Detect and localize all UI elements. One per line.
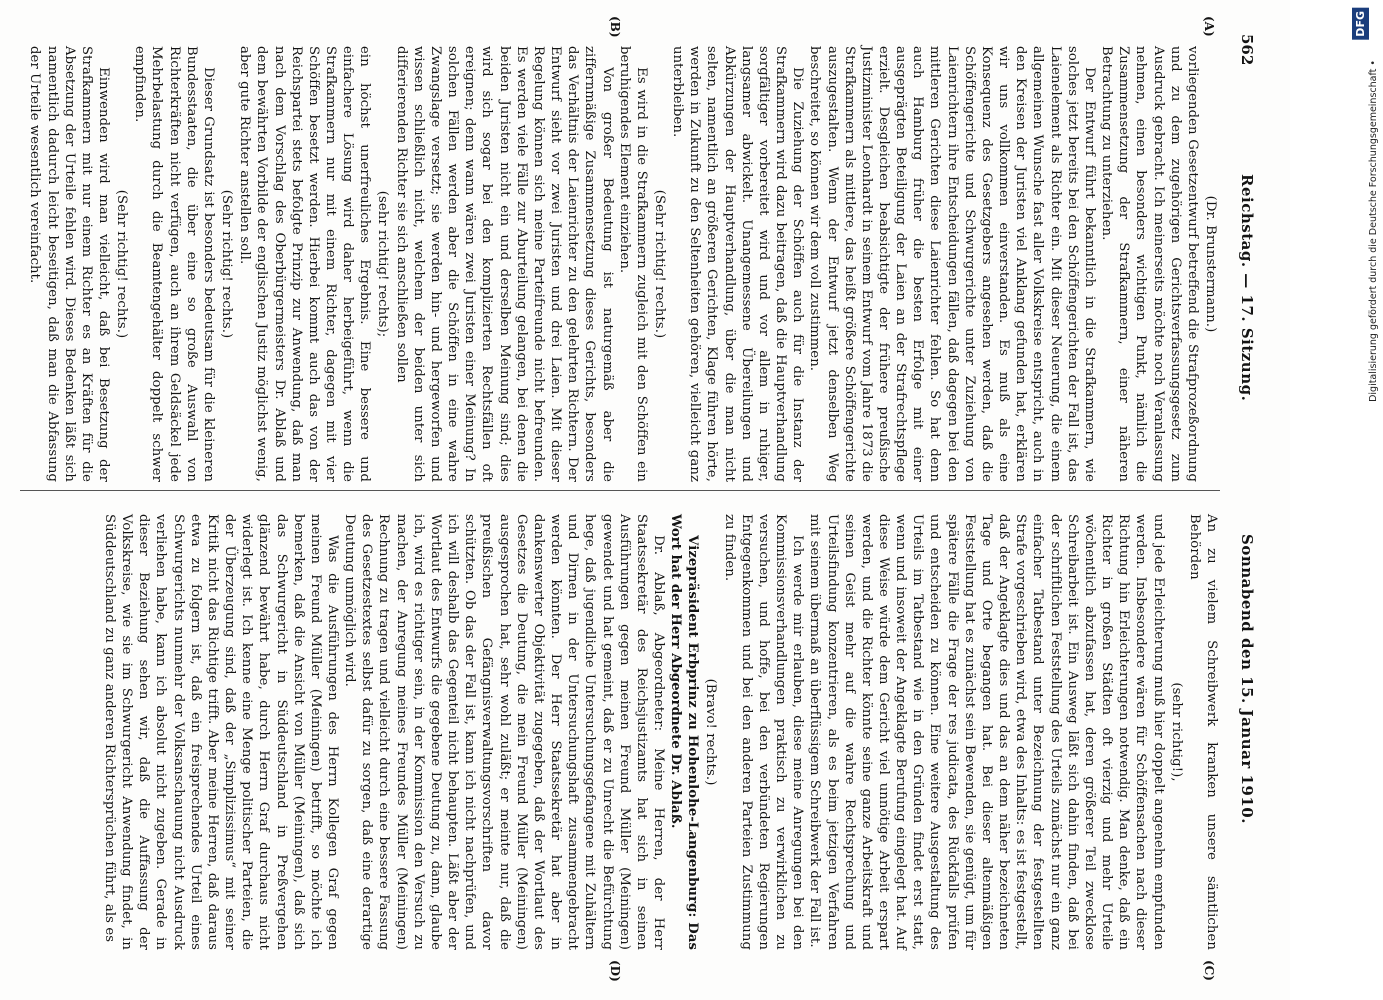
paragraph: An zu vielem Schreibwerk kranken unsere sämtlichen Behörden [1186, 514, 1219, 950]
interjection: (Sehr richtig! rechts.) [114, 189, 130, 339]
paragraph: Einwenden wird man vielleicht, daß bei Besetzung der Strafkammern mit nur einem Richter es an Kräften für die Absetzung der Urteile fehlen wird. Dieses Bedenken läßt sich namentlich dadurch leicht beseitigen, daß man die Abfassung der Urteile wesentlich vereinfacht. [27, 46, 111, 482]
session-date: Sonnabend den 15. Januar 1910. [1238, 534, 1256, 824]
paragraph: und jede Erleichterung muß hier doppelt angenehm empfunden werden. Insbesondere wären für Schöffensachen nach dieser Richtung hin Erleichterungen notwendig. Man denke, daß ein Richter in großen Städten oft vierzig und mehr Urteile wöchentlich abzufassen hat, deren größerer Teil zwecklose Schreibarbeit ist. Ein Ausweg läßt sich dahin finden, daß bei der schriftlichen Feststellung des Urteils zunächst nur ein ganz einfacher Tatbestand unter Bezeichnung der festgestellten Strafe vorgeschrieben wird, etwa des Inhalts: es ist festgestellt, daß der Angeklagte dies und das an dem näher bezeichneten Tage und Orte begangen hat. Bei dieser altenmäßigen Feststellung hat es zunächst sein Bewenden, sie genügt, um für spätere Fälle die Frage der res judicata, des Rückfalls prüfen und entscheiden zu können. Eine weitere Ausgestaltung des Urteils im Tatbestand wie in den Gründen findet erst statt, wenn und insoweit der Angeklagte Berufung eingelegt hat. Auf diese Weise würde dem Gericht viel unnötige Arbeit erspart werden, und die Richter könnte seine ganze Arbeitskraft und seinen Geist mehr auf die wahre Rechtsprechung und Urteilsfindung konzentrieren, als es beim jetzigen Verfahren mit seinem übermaß an überflüssigem Schreibwerk der Fall ist. [807, 514, 1166, 950]
paragraph: vorliegenden Gesetzentwurf betreffend die Strafprozeßordnung und zu dem zugehörigen Gerichtsverfassungsgesetz zum Ausdruck gebracht. Ich meinerseits möchte noch Veranlassung nehmen, einen besonders wichtigen Punkt, nämlich die Zusammensetzung der Strafkammern, einer näheren Betrachtung zu unterziehen. [1099, 46, 1200, 482]
paragraph: Ich werde mir erlauben, diese meine Anregungen bei den Kommissionsverhandlungen praktisch zu verwirklichen zu versuchen, und hoffe, bei den verbündeten Regierungen Entgegenkommen und bei den anderen Parteien Zustimmung zu finden. [721, 514, 806, 950]
margin-marker-c: (C) [1202, 960, 1216, 981]
digitization-sidebar [1290, 0, 1383, 1000]
page-header [1230, 34, 1256, 970]
margin-marker-a: (A) [1202, 16, 1216, 37]
paragraph: ein höchst unerfreuliches Ergebnis. Eine bessere und einfachere Lösung wird daher herbeigeführt, wenn die Strafkammern nur mit einem Richter, dagegen mit vier Schöffen besetzt werden. Hierbei kommt auch das von der Reichspartei stets befolgte Prinzip zur Anwendung, daß man nach dem Vorschlag des Oberbürgermeisters Dr. Ablaß und dem bewährten Vorbilde der englischen Justiz möglichst wenig, aber gute Richter anstellen soll. [237, 46, 373, 482]
paragraph: Der Entwurf führt bekanntlich in die Strafkammern, wie solches jetzt bereits bei den Schöffengerichten der Fall ist, das Laienelement als Richter ein. Mit dieser Neuerung, die einem allgemeinen Wunsche fast aller Volkskreise entspricht, auch in den Kreisen der Juristen viel Anklang gefunden hat, erklären wir uns vollkommen einverstanden. Es muß als eine Konsequenz des Gesetzgebers angesehen werden, daß die Schöffengerichte und Schwurgerichte unter Zuziehung von Laienrichtern ihre Entscheidungen fällen, daß dagegen bei den mittleren Gerichten diese Laienrichter fehlen. So hat denn auch Hamburg früher die besten Erfolge mit einer ausgeprägten Beteiligung der Laien an der Strafrechtspflege erzielt. Desgleichen beabsichtigte der frühere preußische Justizminister Leonhardt in seinem Entwurf vom Jahre 1873 die Strafkammern als mittlere, das heißt größere Schöffengerichte auszugestalten. Wenn der Entwurf jetzt denselben Weg beschreitet, so können wir dem voll zustimmen. [807, 46, 1097, 482]
right-column [20, 514, 1220, 950]
session-title: Reichstag. — 17. Sitzung. [1238, 174, 1256, 402]
page-number: 562 [1238, 34, 1256, 66]
paragraph: Von großer Bedeutung ist naturgemäß aber die ziffernmäßige Zusammensetzung dieses Gerichts, besonders das Verhältnis der Laienrichter zu den gelehrten Richtern. Der Entwurf sieht vor zwei Juristen und drei Laien. Mit dieser Regelung können sich meine Parteifreunde nicht befreunden. Es werden viele Fälle zur Aburteilung gelangen, bei denen die beiden Juristen nicht ein und derselben Meinung sind; dies wird sich sogar bei den komplizierten Rechtsfällen oft ereignen; denn wann wären zwei Juristen einer Meinung? In solchen Fällen werden aber die Schöffen in eine wahre Zwangslage versetzt; sie werden hin- und hergeworfen und wissen schließlich nicht, welchem der beiden unter sich differierenden Richter sie sich anschließen sollen [393, 46, 615, 482]
paragraph: Was die Ausführungen des Herrn Kollegen Graf gegen meinen Freund Müller (Meiningen) betrifft, so möchte ich bemerken, daß die Ansicht von Müller (Meiningen), daß sich das Schwurgericht in Süddeutschland in Preßvergehen glänzend bewährt habe, durch Herrn Graf durchaus nicht widerlegt ist. Ich kenne eine Menge politischer Parteien, die der Überzeugung sind, daß der „Simplizissimus“ mit seiner Kritik nicht das Richtige trifft. Aber meine Herren, daß daraus etwa zu folgern ist, daß ein freisprechendes Urteil eines Schwurgerichts nunmehr der Volksanschauung nicht Ausdruck verliehen habe, kann ich absolut nicht zugeben. Gerade in dieser Beziehung sehen wir, daß die Auffassung der Volkskreise, wie sie im Schwurgericht Anwendung findet, in Süddeutschland zu ganz anderen Richtersprüchen führt, als es [102, 514, 341, 950]
digitization-note: Digitalisierung gefördert durch die Deutsche Forschungsgemeinschaft • [1368, 60, 1379, 402]
interjection: (sehr richtig! rechts); [375, 190, 391, 338]
paragraph: Dr. Ablaß, Abgeordneter: Meine Herren, der Herr Staatssekretär des Reichsjustizamts hat sich in seinen Ausführungen gegen meinen Freund Müller (Meiningen) gewendet und hat gemeint, daß er zu Unrecht die Befürchtung hege, daß jugendliche Untersuchungsgefangene mit Zuhältern und Dirnen in der Untersuchungshaft zusammengebracht werden könnten. Der Herr Staatssekretär hat aber in dankenswerter Objektivität zugegeben, daß der Wortlaut des Gesetzes die Deutung, die mein Freund Müller (Meiningen) ausgesprochen hat, sehr wohl zuläßt; er meinte nur, daß die preußischen Gefängnisverwaltungsvorschriften davor schützten. Ob das der Fall ist, kann ich nicht nachprüfen, und ich will deshalb das Gegenteil nicht behaupten. Läßt aber der Wortlaut des Entwurfs die gegebene Deutung zu, dann, glaube ich, wird es richtiger sein, in der Kommission den Versuch zu machen, der Anregung meines Freundes Müller (Meiningen) Rechnung zu tragen und vielleicht durch eine bessere Fassung des Gesetzestextes selbst dafür zu sorgen, daß eine derartige Deutung unmöglich wird. [342, 514, 666, 950]
interjection: (Bravo! rechts.) [703, 678, 719, 786]
interjection: (Sehr richtig! rechts.) [219, 189, 235, 339]
paragraph: Die Zuziehung der Schöffen auch für die Instanz der Strafkammern wird dazu beitragen, daß die Hauptverhandlung sorgfältiger vorbereitet wird und vor allem in ruhiger, langsamer abwickelt. Unangemessene Übereilungen und Abkürzungen der Hauptverhandlung, über die man nicht selten, namentlich an größeren Gerichten, Klage führen hörte, werden in Zukunft zu den Seltenheiten gehören, vielleicht ganz unterbleiben. [670, 46, 806, 482]
interjection: (Sehr richtig! rechts.) [652, 189, 667, 339]
interjection: (sehr richtig!), [1168, 682, 1184, 782]
margin-marker-d: (D) [608, 960, 622, 982]
left-column [20, 46, 1220, 482]
margin-marker-b: (B) [608, 16, 622, 38]
dfg-logo: DFG [1352, 8, 1369, 40]
column-divider [20, 490, 1220, 491]
speaker-note: (Dr. Brunstermann.) [1203, 195, 1218, 333]
paragraph: Dieser Grundsatz ist besonders bedeutsam für die kleineren Bundesstaaten, die über eine so große Auswahl von Richterkräften nicht verfügen, auch an ihrem Geldsäckel jede Mehrbelastung durch die Beamtengehälter doppelt schwer empfinden. [132, 46, 216, 482]
chair-announcement: Vizepräsident Erbprinz zu Hohenlohe-Langenburg: Das Wort hat der Herr Abgeordnete Dr. Ablaß. [668, 514, 701, 950]
paragraph: Es wird in die Strafkammern zugleich mit den Schöffen ein beruhigendes Element einziehen. [616, 46, 649, 482]
